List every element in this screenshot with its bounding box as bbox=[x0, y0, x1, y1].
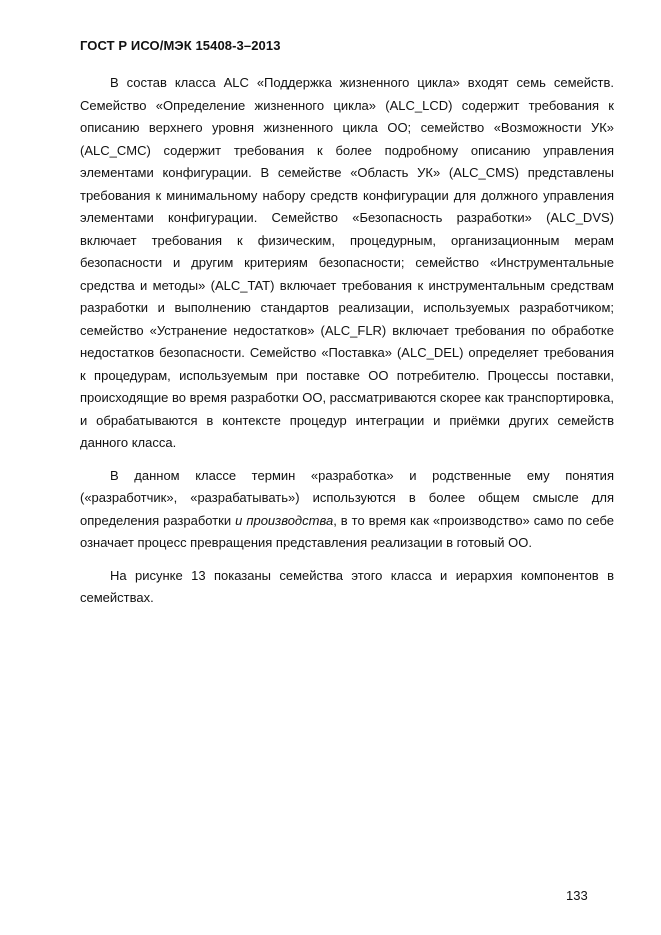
document-header: ГОСТ Р ИСО/МЭК 15408-3–2013 bbox=[80, 38, 281, 53]
document-body bbox=[80, 72, 614, 620]
paragraph-term-development-part2: , в то время как «производство» само по себе означает процесс превращения представления реализации в готовый ОО. bbox=[80, 512, 615, 550]
paragraph-figure-reference: На рисунке 13 показаны семейства этого класса и иерархия компонентов в семействах. bbox=[80, 567, 614, 605]
italic-phrase: и производства bbox=[235, 512, 334, 528]
paragraph-term-development bbox=[80, 465, 614, 555]
paragraph-term-development-part1: В данном классе термин «разработка» и родственные ему понятия («разработчик», «разрабатывать») используются в более общем смысле для определения разработки bbox=[80, 467, 614, 528]
page-number: 133 bbox=[566, 888, 588, 903]
paragraph-alc-overview: В состав класса ALC «Поддержка жизненного цикла» входят семь семейств. Семейство «Определение жизненного цикла» (ALC_LCD) содержит требования к описанию верхнего уровня жизненного цикла ОО; семейство «Возможности УК» (ALC_CMC) содержит требования к более подробному описанию управления элементами конфигурации. В семействе «Область УК» (ALC_CMS) представлены требования к минимальному набору средств конфигурации для должного управления элементами конфигурации. Семейство «Безопасность разработки» (ALC_DVS) включает требования к физическим, процедурным, организационным мерам безопасности и другим критериям безопасности; семейство «Инструментальные средства и методы» (ALC_TAT) включает требования к инструментальным средствам разработки и выполнению стандартов реализации, используемых разработчиком; семейство «Устранение недостатков» (ALC_FLR) включает требования по обработке недостатков безопасности. Семейство «Поставка» (ALC_DEL) определяет требования к процедурам, используемым при поставке ОО потребителю. Процессы поставки, происходящие во время разработки ОО, рассматриваются скорее как транспортировка, и обрабатываются в контексте процедур интеграции и приёмки других семейств данного класса. bbox=[80, 75, 614, 450]
